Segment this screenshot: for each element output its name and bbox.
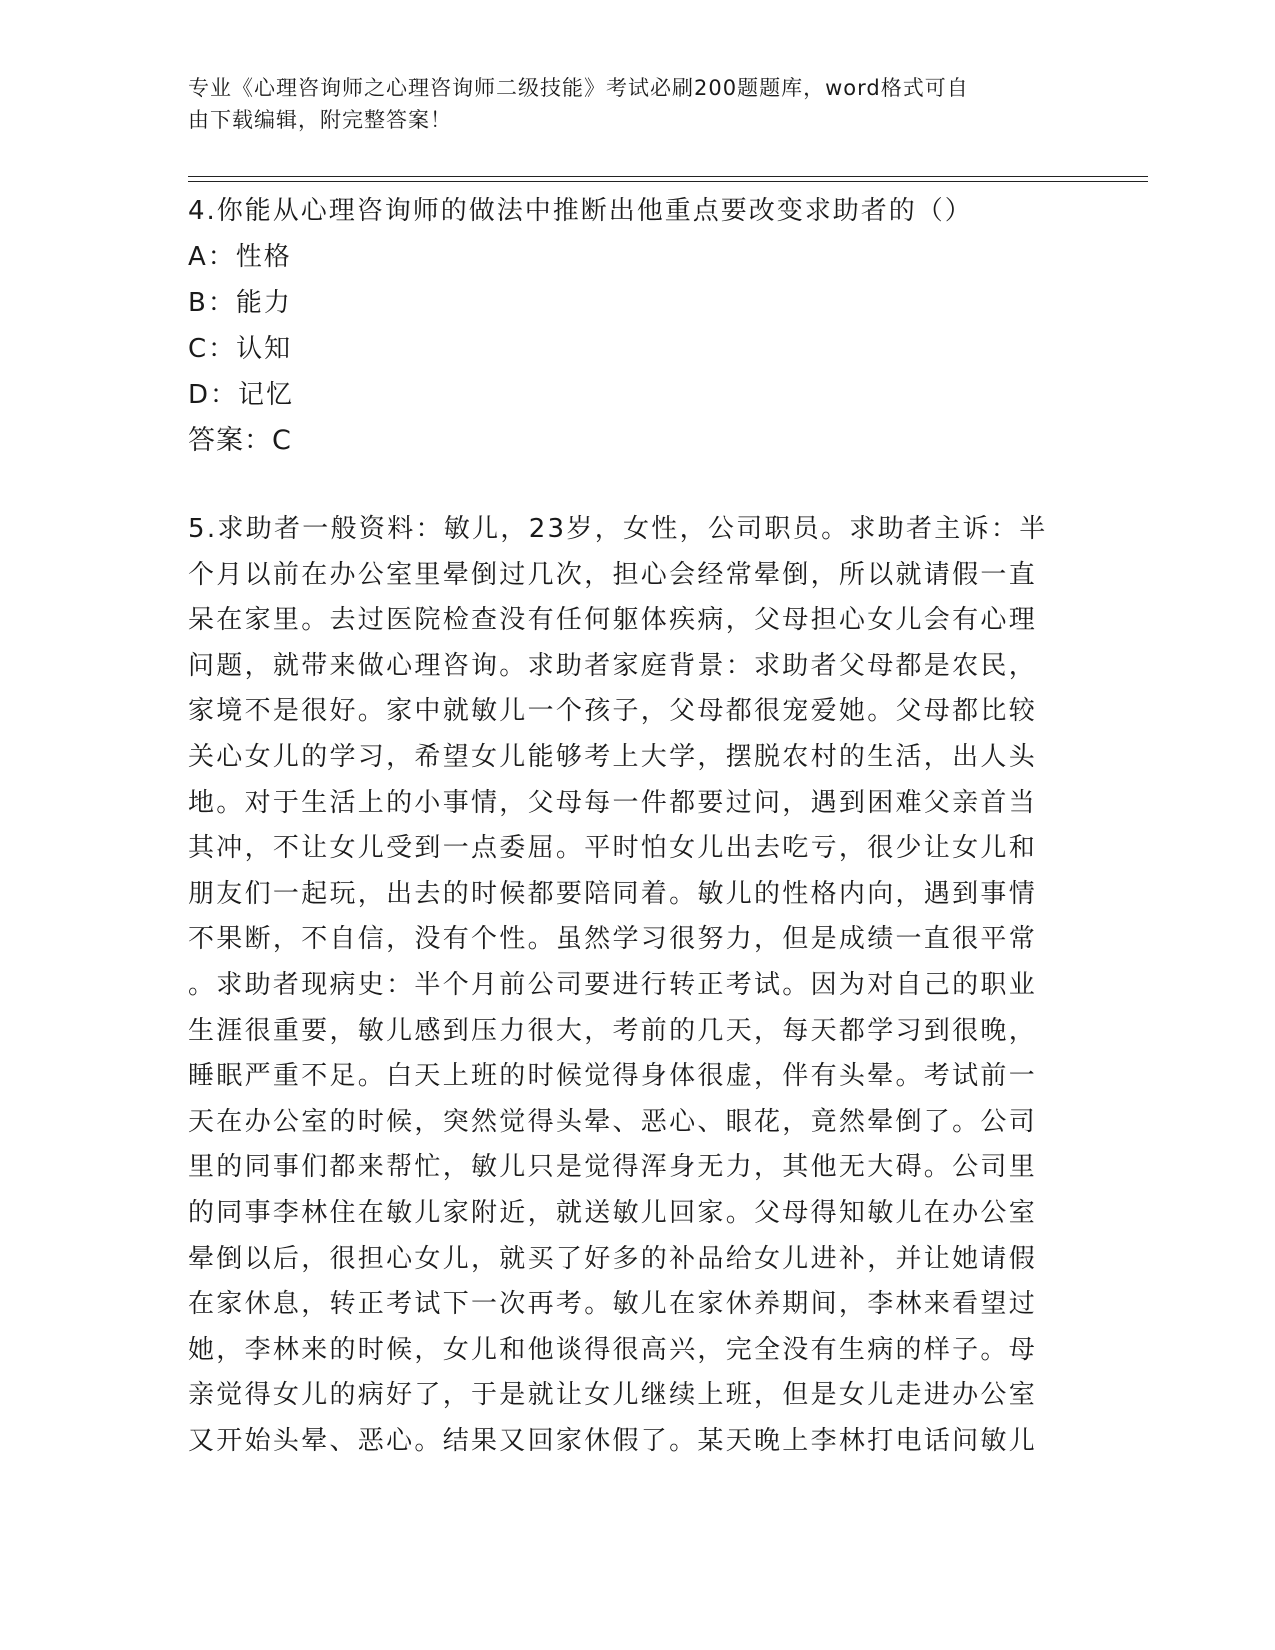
paragraph-line: 。求助者现病史：半个月前公司要进行转正考试。因为对自己的职业 [188,969,1038,1000]
paragraph-line: 呆在家里。去过医院检查没有任何躯体疾病，父母担心女儿会有心理 [188,605,1038,636]
paragraph-line: 5.求助者一般资料：敏儿，23岁，女性，公司职员。求助者主诉：半 [188,514,1048,544]
paragraph-line: 其冲，不让女儿受到一点委屈。平时怕女儿出去吃亏，很少让女儿和 [188,833,1038,864]
paragraph-line: 天在办公室的时候，突然觉得头晕、恶心、眼花，竟然晕倒了。公司 [188,1106,1038,1137]
option-d: D：记忆 [188,380,295,410]
paragraph-line: 又开始头晕、恶心。结果又回家休假了。某天晚上李林打电话问敏儿 [188,1425,1038,1456]
option-b: B：能力 [188,288,292,318]
paragraph-line: 不果断，不自信，没有个性。虽然学习很努力，但是成绩一直很平常 [188,924,1038,955]
question-text: 4.你能从心理咨询师的做法中推断出他重点要改变求助者的（） [188,196,973,226]
paragraph-line: 生涯很重要，敏儿感到压力很大，考前的几天，每天都学习到很晚， [188,1015,1038,1046]
paragraph-line: 晕倒以后，很担心女儿，就买了好多的补品给女儿进补，并让她请假 [188,1243,1038,1274]
paragraph-line: 睡眠严重不足。白天上班的时候觉得身体很虚，伴有头晕。考试前一 [188,1061,1038,1092]
paragraph-line: 里的同事们都来帮忙，敏儿只是觉得浑身无力，其他无大碍。公司里 [188,1152,1038,1183]
answer-text: 答案：C [188,425,292,456]
header-divider-bottom [188,181,1148,182]
header-line-2: 由下载编辑，附完整答案！ [188,108,452,132]
paragraph-line: 个月以前在办公室里晕倒过几次，担心会经常晕倒，所以就请假一直 [188,559,1038,590]
paragraph-line: 家境不是很好。家中就敏儿一个孩子，父母都很宠爱她。父母都比较 [188,696,1038,727]
paragraph-line: 在家休息，转正考试下一次再考。敏儿在家休养期间，李林来看望过 [188,1289,1038,1320]
paragraph-line: 亲觉得女儿的病好了，于是就让女儿继续上班，但是女儿走进办公室 [188,1380,1038,1411]
question-4 [188,188,1088,464]
header-divider-top [188,176,1148,177]
paragraph-line: 关心女儿的学习，希望女儿能够考上大学，摆脱农村的生活，出人头 [188,741,1038,772]
paragraph-line: 问题，就带来做心理咨询。求助者家庭背景：求助者父母都是农民， [188,650,1038,681]
option-a: A：性格 [188,242,292,272]
option-c: C：认知 [188,334,293,364]
paragraph-line: 的同事李林住在敏儿家附近，就送敏儿回家。父母得知敏儿在办公室 [188,1197,1038,1228]
paragraph-line: 地。对于生活上的小事情，父母每一件都要过问，遇到困难父亲首当 [188,787,1038,818]
document-header [188,72,1068,136]
header-line-1: 专业《心理咨询师之心理咨询师二级技能》考试必刷200题题库，word格式可自 [188,76,969,100]
paragraph-line: 她，李林来的时候，女儿和他谈得很高兴，完全没有生病的样子。母 [188,1334,1038,1365]
question-5 [188,507,1068,1464]
paragraph-line: 朋友们一起玩，出去的时候都要陪同着。敏儿的性格内向，遇到事情 [188,878,1038,909]
